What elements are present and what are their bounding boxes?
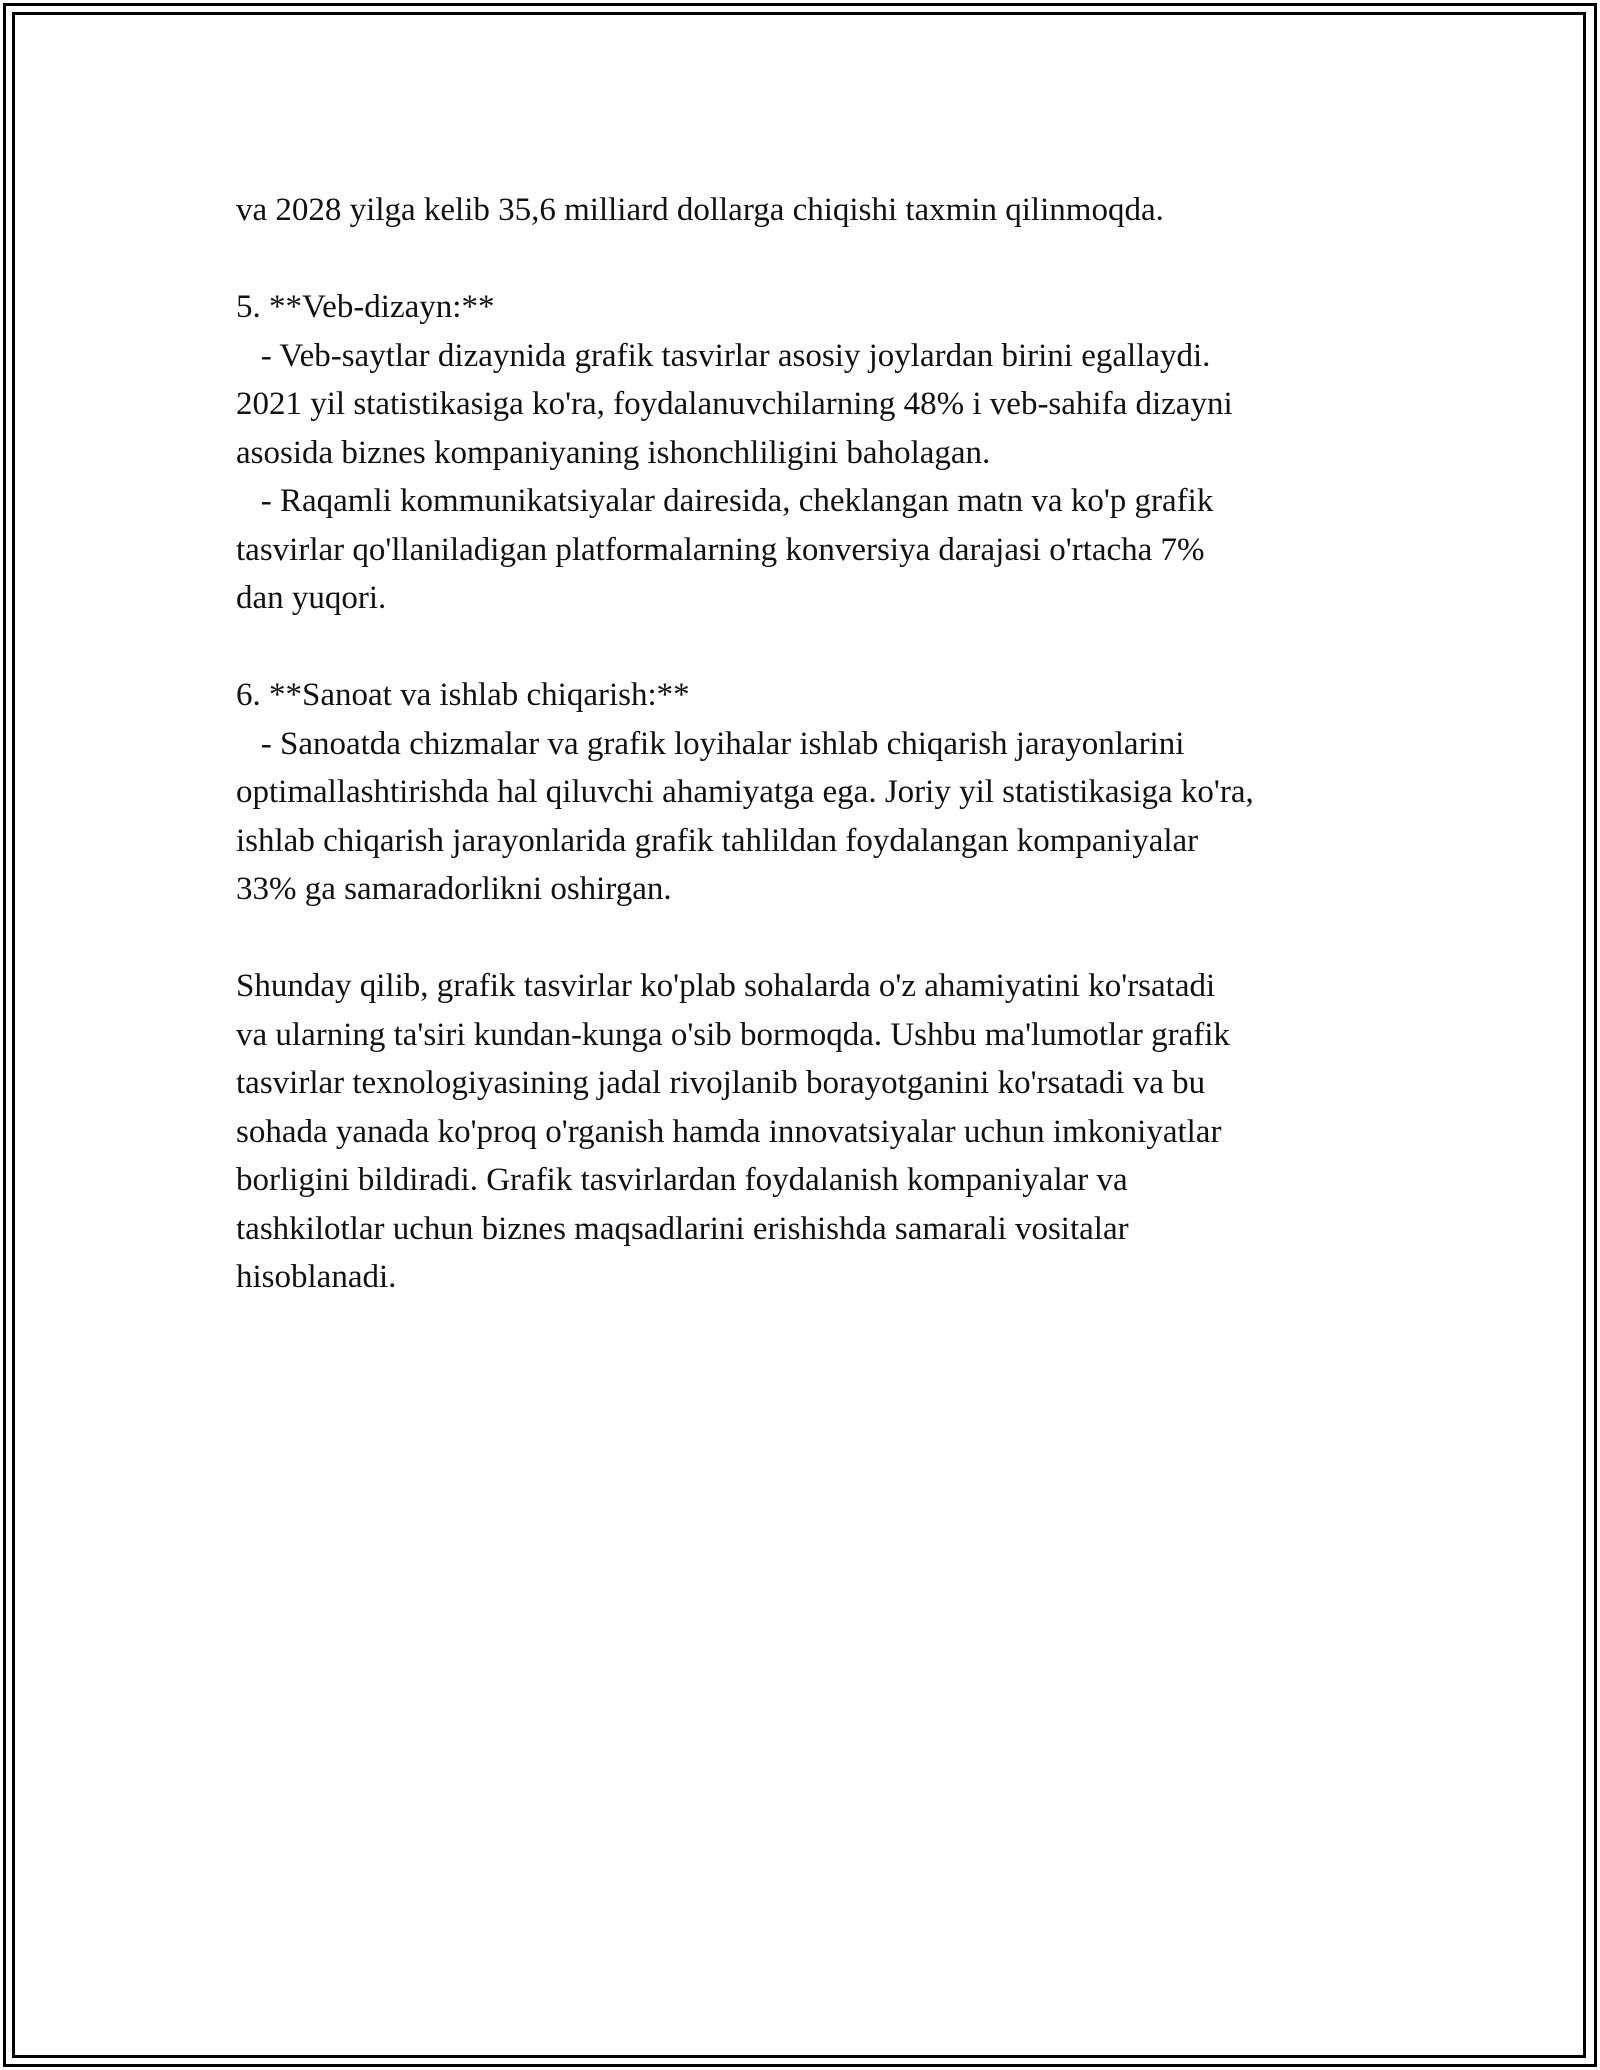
blank-line [236,623,1396,672]
section-heading-veb-dizayn: 5. **Veb-dizayn:** [236,289,495,325]
text-line: tasvirlar qo'llaniladigan platformalarning konversiya darajasi o'rtacha 7% [236,531,1205,568]
blank-line [236,914,1396,963]
conclusion-line: sohada yanada ko'proq o'rganish hamda innovatsiyalar uchun imkoniyatlar [236,1113,1222,1150]
conclusion-line: borligini bildiradi. Grafik tasvirlardan foydalanish kompaniyalar va [236,1162,1128,1198]
text-line: va 2028 yilga kelib 35,6 milliard dollarga chiqishi taxmin qilinmoqda. [236,192,1164,228]
conclusion-line: tasvirlar texnologiyasining jadal rivojlanib borayotganini ko'rsatadi va bu [236,1065,1206,1101]
section-heading-sanoat: 6. **Sanoat va ishlab chiqarish:** [236,677,690,713]
text-line: asosida biznes kompaniyaning ishonchliligini baholagan. [236,434,991,471]
text-line: 2021 yil statistikasiga ko'ra, foydalanuvchilarning 48% i veb-sahifa dizayni [236,386,1233,422]
text-line: optimallashtirishda hal qiluvchi ahamiyatga ega. Joriy yil statistikasiga ko'ra, [236,774,1254,810]
text-line: dan yuqori. [236,580,387,616]
blank-line [236,235,1396,284]
conclusion-line: Shunday qilib, grafik tasvirlar ko'plab sohalarda o'z ahamiyatini ko'rsatadi [236,968,1216,1004]
conclusion-line: va ularning ta'siri kundan-kunga o'sib bormoqda. Ushbu ma'lumotlar grafik [236,1016,1230,1053]
text-line: - Raqamli kommunikatsiyalar dairesida, cheklangan matn va ko'p grafik [236,483,1214,519]
conclusion-line: tashkilotlar uchun biznes maqsadlarini erishishda samarali vositalar [236,1210,1129,1247]
text-line: ishlab chiqarish jarayonlarida grafik tahlildan foydalangan kompaniyalar [236,822,1199,859]
document-body [236,186,1396,1302]
text-line: - Veb-saytlar dizaynida grafik tasvirlar asosiy joylardan birini egallaydi. [236,337,1211,374]
text-line: - Sanoatda chizmalar va grafik loyihalar ishlab chiqarish jarayonlarini [236,725,1185,762]
conclusion-line: hisoblanadi. [236,1259,397,1295]
text-line: 33% ga samaradorlikni oshirgan. [236,871,672,907]
